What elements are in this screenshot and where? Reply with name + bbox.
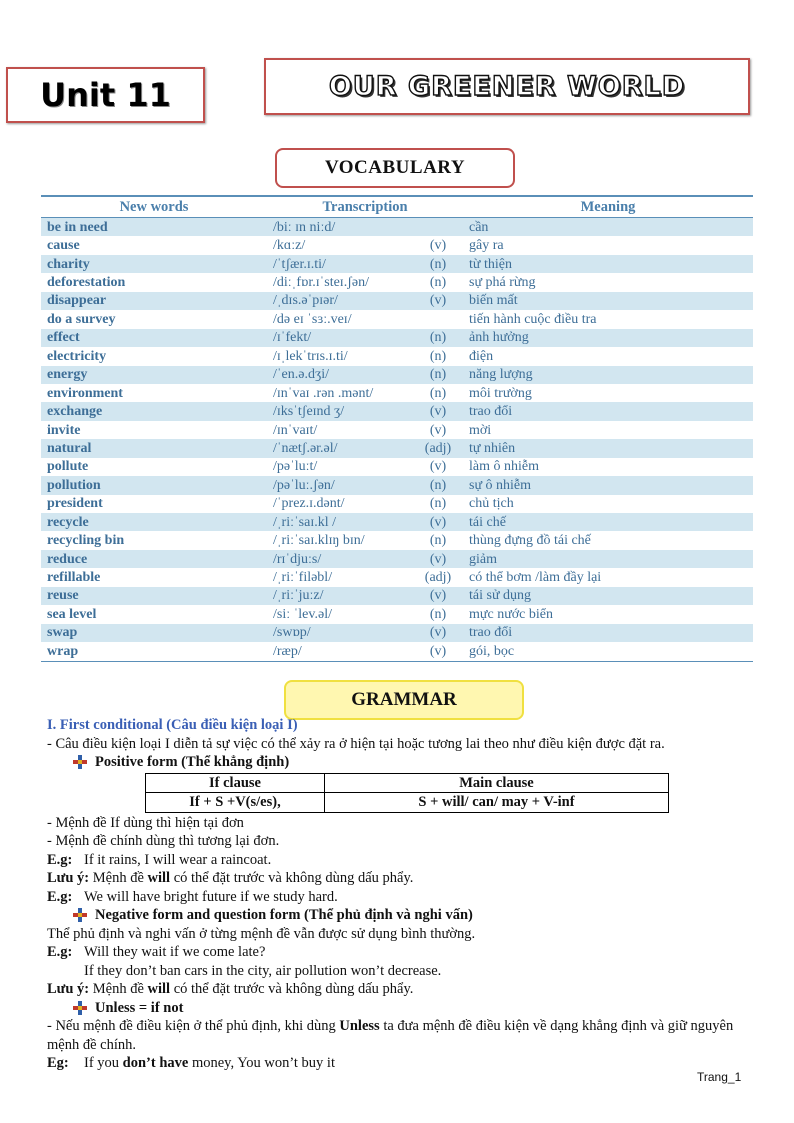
example-1-text: If it rains, I will wear a raincoat. [84, 851, 272, 868]
word-cell: disappear [41, 292, 267, 310]
transcription-cell: /ˌriːˈsaɪ.kl / [267, 513, 413, 531]
pos-cell: (n) [429, 606, 447, 622]
pin-icon [73, 755, 87, 769]
note-label: Lưu ý: [47, 870, 90, 886]
form-table-row [146, 793, 669, 813]
note-bold: will [147, 870, 171, 886]
pos-cell: (v) [413, 642, 463, 661]
word-cell: pollution [41, 476, 267, 494]
column-header-meaning: Meaning [463, 196, 753, 218]
meaning-cell: điện [469, 348, 494, 364]
pos-cell [413, 310, 463, 328]
intro-text: - Câu điều kiện loại I diễn tả sự việc có thể xảy ra ở hiện tại hoặc tương lai theo như điều kiện được đặt ra. [47, 735, 665, 752]
word-cell: reduce [41, 550, 267, 568]
note-text: có thể đặt trước và không dùng dấu phẩy. [170, 870, 414, 886]
table-row [41, 531, 753, 549]
transcription-cell: /ɪˈfekt/ [267, 329, 413, 347]
note-text: Mệnh đề [92, 870, 148, 886]
grammar-content [47, 716, 747, 1073]
vocabulary-header-row [41, 196, 753, 218]
note-bold: will [147, 981, 171, 997]
grammar-heading: GRAMMAR [351, 689, 457, 710]
meaning-cell: biến mất [463, 292, 753, 310]
meaning-cell: tự nhiên [463, 439, 753, 457]
transcription-cell: /ɪksˈtʃeɪnd ʒ/ [267, 402, 413, 420]
transcription-cell: /ˈtʃær.ɪ.ti/ [267, 255, 413, 273]
transcription-cell: /ɪnˈvaɪt/ [273, 422, 318, 438]
vocabulary-table [41, 195, 753, 662]
table-row [41, 273, 753, 291]
word-cell: invite [47, 422, 81, 438]
word-cell: charity [41, 255, 267, 273]
word-cell: deforestation [47, 275, 126, 291]
word-cell: recycling bin [47, 533, 125, 549]
pin-icon [73, 908, 87, 922]
unless-heading [47, 999, 747, 1018]
table-row [41, 329, 753, 347]
table-row [41, 495, 753, 513]
example-1 [47, 851, 747, 870]
transcription-cell: /də eɪ ˈsɜː.veɪ/ [273, 311, 352, 327]
negative-form-title: Negative form and question form (Thể phủ định và nghi vấn) [95, 907, 473, 923]
word-cell: natural [41, 439, 267, 457]
transcription-cell: /ˌdɪs.əˈpɪər/ [267, 292, 413, 310]
note-1 [47, 869, 747, 888]
table-row [41, 366, 753, 384]
unit-box [6, 67, 205, 123]
transcription-cell: /pəˈluːt/ [273, 459, 318, 475]
pos-cell: (adj) [413, 439, 463, 457]
positive-form-heading [47, 753, 747, 772]
note-text: có thể đặt trước và không dùng dấu phẩy. [170, 981, 414, 997]
unless-text: - Nếu mệnh đề điều kiện ở thể phủ định, khi dùng [47, 1018, 340, 1034]
meaning-cell: trao đổi [463, 402, 753, 420]
word-cell: president [47, 496, 103, 512]
table-row [41, 347, 753, 365]
word-cell: sea level [47, 606, 97, 622]
pos-cell: (n) [413, 366, 463, 384]
meaning-cell: mực nước biển [469, 606, 553, 622]
pos-cell: (n) [413, 329, 463, 347]
meaning-cell: ảnh hưởng [463, 329, 753, 347]
negative-desc: Thể phủ định và nghi vấn ở từng mệnh đề vẫn được sử dụng bình thường. [47, 925, 476, 942]
meaning-cell: mời [469, 422, 492, 438]
word-cell: reuse [41, 587, 267, 605]
pos-cell: (n) [413, 255, 463, 273]
transcription-cell: /ˌriːˈjuːz/ [267, 587, 413, 605]
meaning-cell: sự phá rừng [469, 275, 536, 291]
table-row [41, 458, 753, 476]
pos-cell: (n) [429, 275, 447, 291]
meaning-cell: năng lượng [463, 366, 753, 384]
note-text: Mệnh đề [92, 981, 148, 997]
word-cell: do a survey [47, 311, 116, 327]
unless-title: Unless = if not [95, 999, 184, 1016]
eg-label: E.g: [47, 851, 73, 868]
pin-icon [73, 1001, 87, 1015]
transcription-cell: /biː ɪn niːd/ [267, 218, 413, 237]
meaning-cell: làm ô nhiễm [469, 459, 539, 475]
form-header-if-clause: If clause [146, 773, 325, 793]
word-cell: swap [41, 624, 267, 642]
word-cell: cause [47, 238, 80, 254]
meaning-cell: tái chế [463, 513, 753, 531]
table-row [41, 476, 753, 494]
example-2-text: We will have bright future if we study hard. [84, 888, 338, 905]
meaning-cell: gây ra [469, 238, 504, 254]
table-row [41, 568, 753, 586]
transcription-cell: /ɪˌlekˈtrɪs.ɪ.ti/ [273, 348, 348, 364]
word-cell: wrap [41, 642, 267, 661]
example-4-text: If you [84, 1055, 123, 1071]
transcription-cell: /ˈnætʃ.ər.əl/ [267, 439, 413, 457]
transcription-cell: /ˌriːˈfiləbl/ [273, 570, 333, 586]
table-row [41, 218, 753, 237]
table-row [41, 587, 753, 605]
table-row [41, 642, 753, 661]
form-table-header-row [146, 773, 669, 793]
unit-title: Unit 11 [40, 76, 171, 114]
table-row [41, 421, 753, 439]
transcription-cell: /swɒp/ [267, 624, 413, 642]
example-3a [47, 943, 747, 962]
word-cell: electricity [47, 348, 107, 364]
negative-form-heading [47, 906, 747, 925]
meaning-cell: tiến hành cuộc điều tra [469, 311, 597, 327]
pos-cell: (n) [429, 385, 447, 401]
pos-cell: (n) [429, 533, 447, 549]
table-row [41, 384, 753, 402]
word-cell: energy [41, 366, 267, 384]
section-title-first-conditional: I. First conditional (Câu điều kiện loại I) [47, 717, 298, 733]
meaning-cell: môi trường [469, 385, 532, 401]
pos-cell: (v) [413, 292, 463, 310]
pos-cell: (adj) [424, 570, 452, 586]
word-cell: exchange [41, 402, 267, 420]
pos-cell: (v) [429, 238, 447, 254]
transcription-cell: /pəˈluː.ʃən/ [267, 476, 413, 494]
table-row [41, 439, 753, 457]
meaning-cell: cần [463, 218, 753, 237]
pos-cell: (v) [413, 513, 463, 531]
note-if: - Mệnh đề If dùng thì hiện tại đơn [47, 814, 244, 831]
example-3a-text: Will they wait if we come late? [84, 944, 266, 960]
eg-label: Eg: [47, 1055, 69, 1071]
page-number: Trang_1 [697, 1070, 742, 1084]
eg-label: E.g: [47, 944, 73, 960]
transcription-cell: /rɪˈdjuːs/ [267, 550, 413, 568]
grammar-heading-box [284, 680, 524, 720]
transcription-cell: /kɑːz/ [273, 238, 306, 254]
table-row [41, 292, 753, 310]
note-label: Lưu ý: [47, 981, 90, 997]
table-row [41, 310, 753, 328]
column-header-new-words: New words [41, 196, 267, 218]
pos-cell: (v) [429, 459, 447, 475]
transcription-cell: /ɪnˈvaɪ .rən .mənt/ [273, 385, 374, 401]
example-3b: If they don’t ban cars in the city, air pollution won’t decrease. [84, 962, 442, 979]
note-2 [47, 980, 747, 999]
table-row [41, 236, 753, 254]
meaning-cell: sự ô nhiễm [463, 476, 753, 494]
title-box [264, 58, 750, 115]
meaning-cell: có thể bơm /làm đầy lại [469, 570, 602, 586]
word-cell: refillable [47, 570, 101, 586]
meaning-cell: gói, bọc [463, 642, 753, 661]
unless-bold: Unless [339, 1018, 380, 1034]
form-main-clause: S + will/ can/ may + V-inf [325, 793, 669, 813]
vocabulary-heading: VOCABULARY [324, 157, 466, 178]
positive-form-title: Positive form (Thể khẳng định) [95, 754, 290, 770]
transcription-cell: /diːˌfɒr.ɪˈsteɪ.ʃən/ [273, 275, 369, 291]
table-row [41, 513, 753, 531]
pos-cell: (v) [429, 422, 447, 438]
example-4-bold: don’t have [122, 1055, 189, 1071]
vocabulary-heading-box [275, 148, 515, 188]
pos-cell: (n) [413, 476, 463, 494]
pos-cell: (v) [413, 550, 463, 568]
form-header-main-clause: Main clause [325, 773, 669, 793]
note-main: - Mệnh đề chính dùng thì tương lại đơn. [47, 833, 280, 849]
pos-cell: (v) [413, 624, 463, 642]
word-cell: be in need [41, 218, 267, 237]
table-row [41, 255, 753, 273]
column-header-transcription: Transcription [267, 196, 463, 218]
pos-cell: (v) [413, 587, 463, 605]
table-row [41, 624, 753, 642]
meaning-cell: chủ tịch [469, 496, 514, 512]
table-row [41, 605, 753, 623]
transcription-cell: /ræp/ [267, 642, 413, 661]
transcription-cell: /ˈen.ə.dʒi/ [267, 366, 413, 384]
word-cell: effect [41, 329, 267, 347]
table-row [41, 402, 753, 420]
example-4-text: money, You won’t buy it [188, 1055, 335, 1071]
form-if-clause: If + S +V(s/es), [146, 793, 325, 813]
meaning-cell: trao đổi [463, 624, 753, 642]
transcription-cell: /siː ˈlev.əl/ [273, 606, 332, 622]
example-2 [47, 888, 747, 907]
page-title: OUR GREENER WORLD [328, 71, 686, 102]
pos-cell: (v) [413, 402, 463, 420]
pos-cell: (n) [429, 496, 447, 512]
meaning-cell: tái sử dụng [463, 587, 753, 605]
form-table [145, 773, 669, 813]
pos-cell [413, 218, 463, 237]
eg-label: E.g: [47, 888, 73, 905]
meaning-cell: giảm [463, 550, 753, 568]
meaning-cell: từ thiện [463, 255, 753, 273]
word-cell: pollute [47, 459, 89, 475]
pos-cell: (n) [429, 348, 447, 364]
unless-text: ta đưa mệnh đề điều kiện về dạng khẳng định và giữ nguyên mệnh đề chính. [47, 1018, 734, 1053]
transcription-cell: /ˈprez.ɪ.dənt/ [273, 496, 345, 512]
table-row [41, 550, 753, 568]
example-4 [47, 1054, 747, 1073]
transcription-cell: /ˌriːˈsaɪ.klɪŋ bɪn/ [273, 533, 365, 549]
vocabulary-body [41, 218, 753, 662]
word-cell: recycle [41, 513, 267, 531]
unless-desc [47, 1017, 747, 1054]
meaning-cell: thùng đựng đồ tái chế [469, 533, 591, 549]
word-cell: environment [47, 385, 123, 401]
